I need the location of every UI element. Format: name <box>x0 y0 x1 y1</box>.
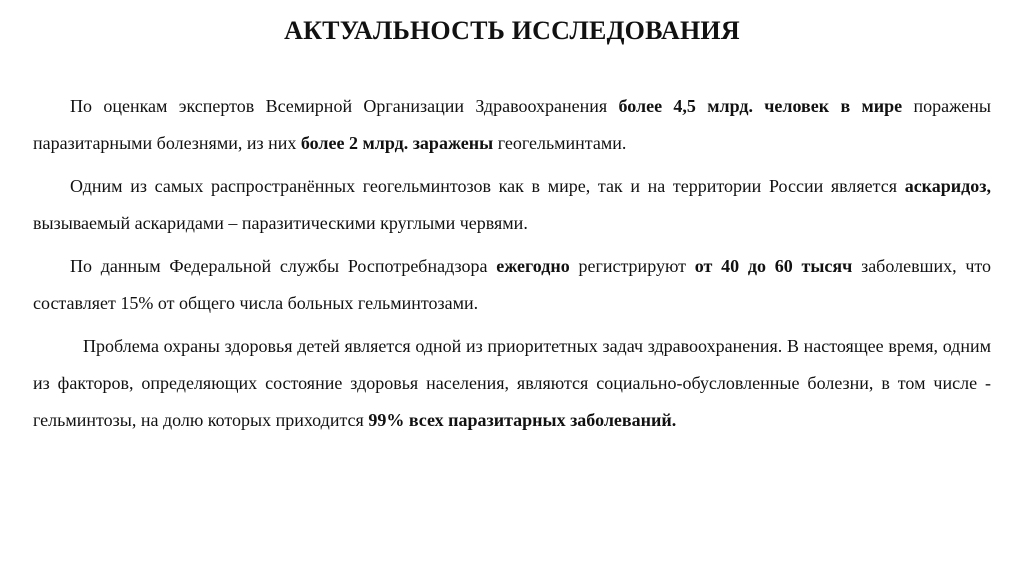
paragraph-rospotrebnadzor <box>33 248 991 322</box>
text-segment: По оценкам экспертов Всемирной Организации Здравоохранения <box>70 96 619 116</box>
text-segment: вызываемый аскаридами – паразитическими круглыми червями. <box>33 213 528 233</box>
bold-segment: от 40 до 60 тысяч <box>694 256 853 276</box>
text-segment: регистрируют <box>569 256 695 276</box>
paragraph-child-health <box>33 328 991 439</box>
bold-segment: ежегодно <box>496 256 570 276</box>
text-segment: геогельминтами. <box>493 133 627 153</box>
slide-title: АКТУАЛЬНОСТЬ ИССЛЕДОВАНИЯ <box>284 16 740 45</box>
bold-segment: более 2 млрд. заражены <box>300 133 494 153</box>
bold-segment: аскаридоз, <box>904 176 991 196</box>
text-segment: Проблема охраны здоровья детей является одной из приоритетных задач здравоохранения. В настоящее время, одним из факторов, определяющих состояние здоровья населения, являются социально-обусловленные болезни, в том числе - гельминтозы, на долю которых приходится <box>33 336 991 430</box>
paragraph-ascariasis <box>33 168 991 242</box>
text-segment: По данным Федеральной службы Роспотребнадзора <box>70 256 497 276</box>
bold-segment: 99% всех паразитарных заболеваний. <box>368 410 677 430</box>
paragraph-who-estimates <box>33 88 991 162</box>
bold-segment: более 4,5 млрд. человек в мире <box>618 96 903 116</box>
slide-body <box>33 88 991 445</box>
text-segment: Одним из самых распространённых геогельминтозов как в мире, так и на территории России является <box>70 176 905 196</box>
text-segment: поражены паразитарными болезнями, из них <box>33 96 991 153</box>
text-segment: заболевших, что составляет 15% от общего числа больных гельминтозами. <box>33 256 992 313</box>
